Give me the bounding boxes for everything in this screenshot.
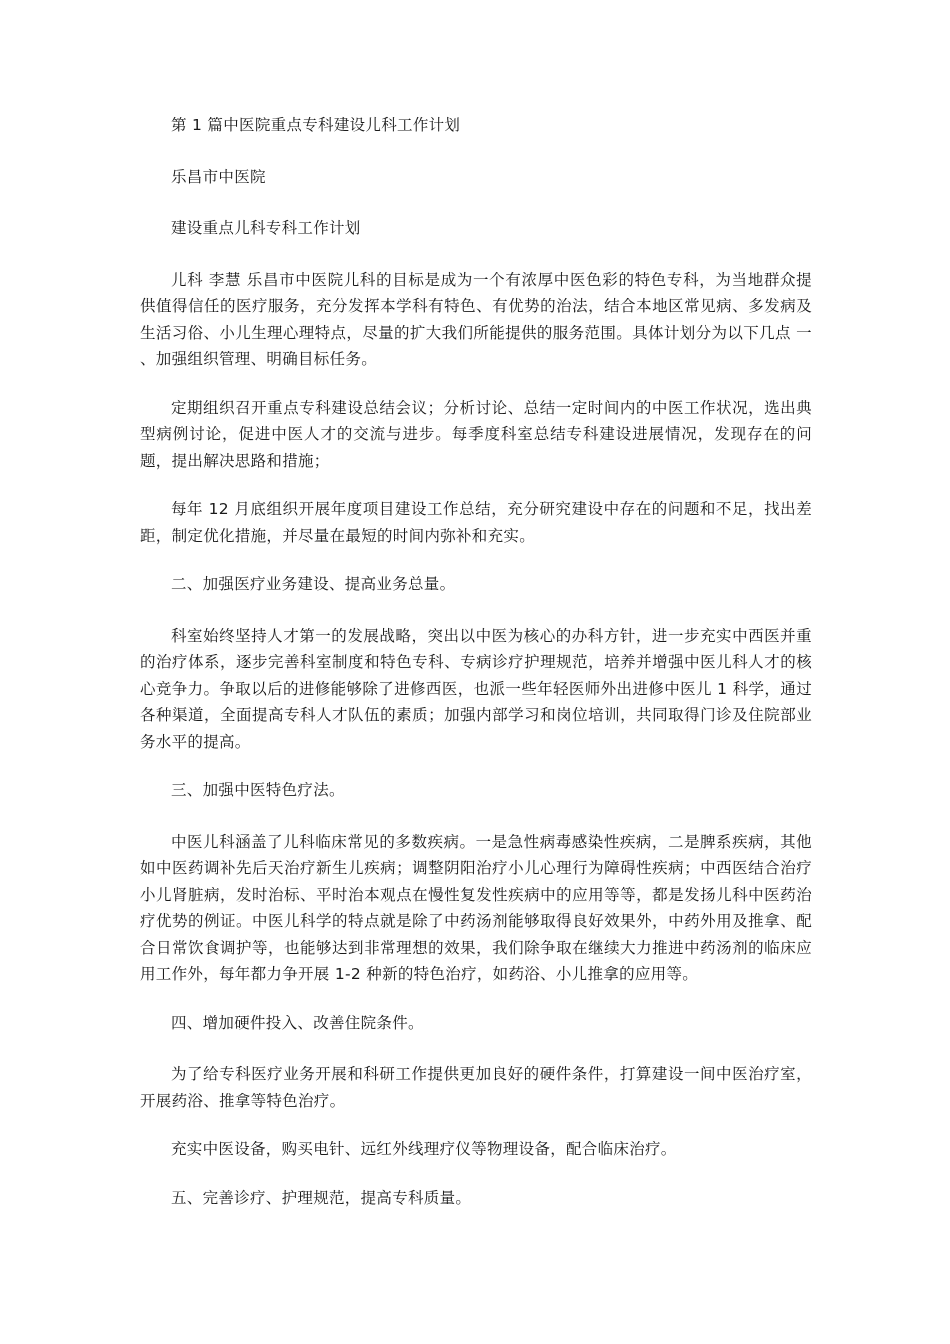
- paragraph-hardware: 为了给专科医疗业务开展和科研工作提供更加良好的硬件条件，打算建设一间中医治疗室，开展药浴、推拿等特色治疗。: [140, 1065, 812, 1110]
- section-heading-5: 五、完善诊疗、护理规范，提高专科质量。: [171, 1188, 472, 1207]
- section-heading-4: 四、增加硬件投入、改善住院条件。: [171, 1013, 424, 1032]
- document-body: [140, 112, 812, 1236]
- plan-title: 建设重点儿科专科工作计划: [171, 219, 361, 237]
- paragraph-annual-summary: 每年 12 月底组织开展年度项目建设工作总结，充分研究建设中存在的问题和不足，找出差距，制定优化措施，并尽量在最短的时间内弥补和充实。: [140, 500, 812, 545]
- hospital-name: 乐昌市中医院: [171, 167, 266, 186]
- paragraph-tcm-therapy: 中医儿科涵盖了儿科临床常见的多数疾病。一是急性病毒感染性疾病，二是脾系疾病，其他如中医药调补先后天治疗新生儿疾病；调整阴阳治疗小儿心理行为障碍性疾病；中西医结合治疗小儿肾脏病，发时治标、平时治本观点在慢性复发性疾病中的应用等等，都是发扬儿科中医药治疗优势的例证。中医儿科学的特点就是除了中药汤剂能够取得良好效果外，中药外用及推拿、配合日常饮食调护等，也能够达到非常理想的效果，我们除争取在继续大力推进中药汤剂的临床应用工作外，每年都力争开展 1-2 种新的特色治疗，如药浴、小儿推拿的应用等。: [140, 832, 812, 983]
- paragraph-meetings: 定期组织召开重点专科建设总结会议；分析讨论、总结一定时间内的中医工作状况，选出典型病例讨论，促进中医人才的交流与进步。每季度科室总结专科建设进展情况，发现存在的问题，提出解决思路和措施；: [140, 398, 812, 470]
- document-title: 第 1 篇中医院重点专科建设儿科工作计划: [171, 116, 461, 134]
- section-heading-2: 二、加强医疗业务建设、提高业务总量。: [171, 575, 456, 593]
- paragraph-intro: 儿科 李慧 乐昌市中医院儿科的目标是成为一个有浓厚中医色彩的特色专科，为当地群众提供值得信任的医疗服务，充分发挥本学科有特色、有优势的治法，结合本地区常见病、多发病及生活习俗、小儿生理心理特点，尽量的扩大我们所能提供的服务范围。具体计划分为以下几点 一 、加强组织管理、明确目标任务。: [140, 270, 812, 368]
- paragraph-talent: 科室始终坚持人才第一的发展战略，突出以中医为核心的办科方针，进一步充实中西医并重的治疗体系，逐步完善科室制度和特色专科、专病诊疗护理规范，培养并增强中医儿科人才的核心竞争力。争取以后的进修能够除了进修西医，也派一些年轻医师外出进修中医儿 1 科学，通过各种渠道，全面提高专科人才队伍的素质；加强内部学习和岗位培训，共同取得门诊及住院部业务水平的提高。: [140, 626, 812, 751]
- section-heading-3: 三、加强中医特色疗法。: [171, 781, 345, 799]
- paragraph-equipment: 充实中医设备，购买电针、远红外线理疗仪等物理设备，配合临床治疗。: [171, 1140, 677, 1158]
